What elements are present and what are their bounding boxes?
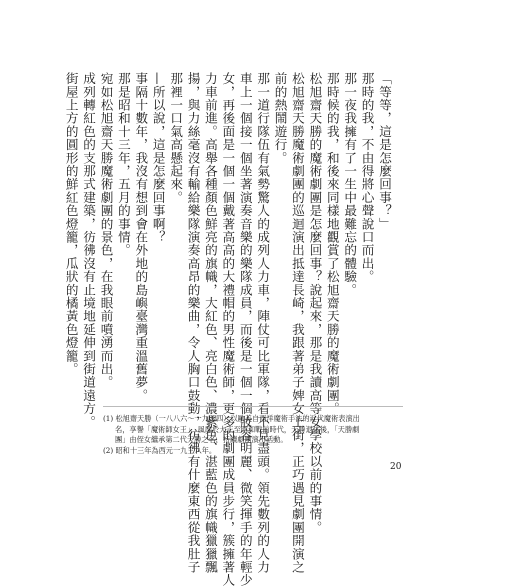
text-column: 揚，與力絲毫沒有輸給樂隊演奏高昂的樂曲，令人胸口鼓動，彷彿有什麼東西從我肚子 [185,72,201,574]
text-column: 那時的我，不由得將心聲說口而出。 [359,72,375,284]
text-column: 宛如松旭齋天勝魔術劇團的景色，在我眼前噴湧而出。 [98,72,114,389]
text-column: 車上一個接一個坐著演奏音樂的樂隊成員，而後是一個一個妝容明麗、微笑揮手的年輕少 [237,72,253,587]
footnote-line: (2) 昭和十三年為西元一九三八年。 [103,445,217,455]
text-column: 事隔十數年，我沒有想到會在外地的島嶼臺灣重溫舊夢。 [133,72,149,402]
text-column: 女，再後面是一個一個戴著高高的大禮帽的男性魔術師，更多的劇團成員步行，簇擁著人 [220,72,236,587]
footnote-line: (1) 松旭齋天勝（一八八六～一九四四）以歐美自西洋魔術手法的近代魔術表演出 [103,414,360,423]
footnote-line: 名，享譽「魔術師女王」，風靡於大正至昭和戰前時代，天勝退休後，「天勝劇 [115,424,360,434]
footnote-line: 團」由侄女繼承第二代天勝之名，持續劇團演出活動。 [115,435,288,444]
text-column: 那一道行隊伍有氣勢驚人的成列人力車，陣仗可比軍隊，看不見盡頭。領先數列的人力 [255,72,271,574]
text-column: 那一夜我擁有了一生中最難忘的體驗。 [342,72,358,297]
text-column: 松旭齋天勝的魔術劇團是怎麼回事？說起來，那是我讀高等女學校以前的事情。 [307,72,323,534]
text-column: —所以說，這是怎麼回事啊？ [150,72,166,244]
text-column: 那時候的我，和後來同樣地觀賞了松旭齋天勝的魔術劇團。 [324,72,340,416]
text-column: 街屋上方的圓形的鮮紅色燈籠，瓜狀的橘黃色燈籠。 [63,72,79,376]
text-column: 前的熱鬧遊行。 [272,72,288,165]
footnotes [103,414,403,456]
text-column: 松旭齋天勝魔術劇團的巡迴演出抵達長崎，我跟著弟子婢女上街，正巧遇見劇團開演之 [289,72,305,574]
text-column: 成列轉紅色的支那式建築，彷彿沒有止境地延伸到街道遠方。 [81,72,97,429]
text-column: 力車前進。高舉各種顏色鮮亮的旗幟，大紅色、亮白色、濃紫色、湛藍色的旗幟獵獵飄 [202,72,218,574]
footnote-divider [103,406,403,407]
text-column: 「等等，這是怎麼回事？」 [377,72,392,231]
text-column: 那裡一口氣高懸起來。 [168,72,184,204]
page-number: 20 [390,462,402,472]
text-column: 那是昭和十三年，五月的事情。 [115,72,131,257]
